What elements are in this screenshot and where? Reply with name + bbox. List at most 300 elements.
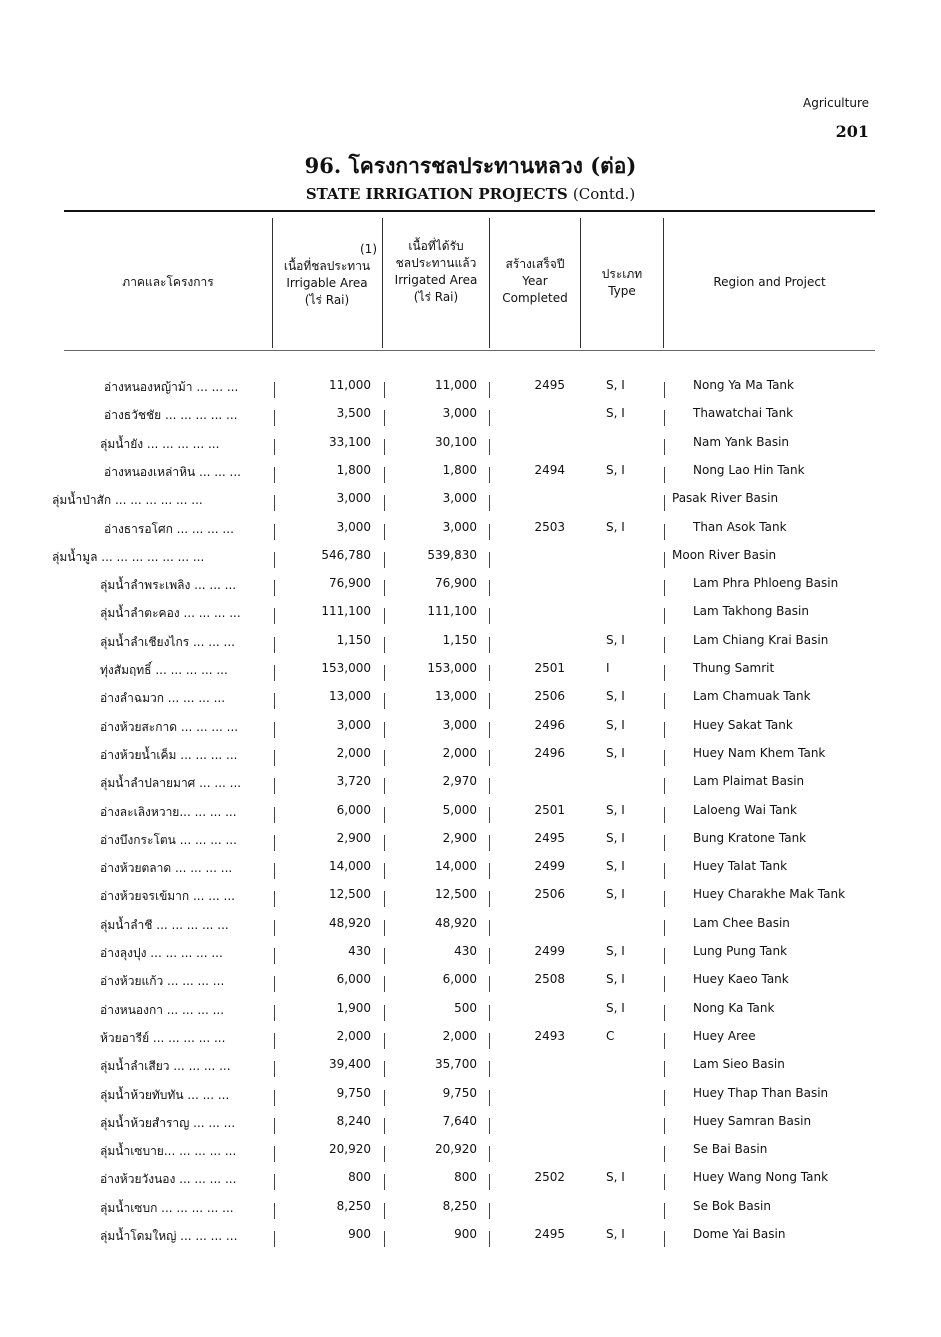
year-completed-value: 2495 xyxy=(534,830,565,845)
irrigated-area-value: 3,000 xyxy=(442,491,477,506)
year-completed-value: 2494 xyxy=(534,462,565,477)
irrigated-area-value: 76,900 xyxy=(435,576,477,591)
column-tick-mark xyxy=(664,1231,665,1247)
table-title-thai-text: โครงการชลประทานหลวง (ต่อ) xyxy=(348,153,637,178)
column-tick-mark xyxy=(274,608,275,624)
project-type-value: S, I xyxy=(606,887,625,902)
table-title-english xyxy=(0,185,941,203)
irrigable-area-value: 2,000 xyxy=(336,1028,371,1043)
column-header-year-th: สร้างเสร็จปี xyxy=(505,257,565,271)
column-tick-mark xyxy=(664,1033,665,1049)
table-row xyxy=(0,887,941,915)
column-tick-mark xyxy=(384,1231,385,1247)
column-tick-mark xyxy=(489,1146,490,1162)
irrigated-area-value: 20,920 xyxy=(435,1142,477,1157)
project-name-thai: อ่างหนองเหล่าหิน ... ... ... xyxy=(104,464,241,479)
project-type-value: S, I xyxy=(606,717,625,732)
column-tick-mark xyxy=(384,863,385,879)
irrigable-area-value: 1,900 xyxy=(336,1000,371,1015)
project-name-english: Lam Plaimat Basin xyxy=(693,774,805,789)
column-tick-mark xyxy=(489,976,490,992)
project-name-thai: อ่างห้วยวังนอง ... ... ... ... xyxy=(100,1172,237,1187)
table-row xyxy=(0,406,941,434)
project-name-thai: ลุ่มน้ำลำเสียว ... ... ... ... xyxy=(100,1059,231,1074)
column-tick-mark xyxy=(274,976,275,992)
irrigable-area-value: 6,000 xyxy=(336,972,371,987)
column-tick-mark xyxy=(274,410,275,426)
column-header-irrigable-en: Irrigable Area xyxy=(286,276,368,290)
irrigable-area-value: 39,400 xyxy=(329,1057,371,1072)
project-name-thai: ห้วยอารีย์ ... ... ... ... ... xyxy=(100,1030,226,1045)
project-name-thai: ลุ่มน้ำยัง ... ... ... ... ... xyxy=(100,436,220,451)
page-section-label: Agriculture xyxy=(803,96,869,110)
project-name-english: Thung Samrit xyxy=(693,661,775,675)
table-row xyxy=(0,491,941,519)
column-tick-mark xyxy=(664,891,665,907)
column-tick-mark xyxy=(274,1146,275,1162)
year-completed-value: 2506 xyxy=(534,689,565,704)
irrigated-area-value: 153,000 xyxy=(427,661,477,675)
column-tick-mark xyxy=(274,1061,275,1077)
column-header-year xyxy=(490,256,580,307)
project-name-english: Lung Pung Tank xyxy=(693,944,788,958)
column-header-thai-name-text: ภาคและโครงการ xyxy=(122,275,214,289)
project-name-thai: ลุ่มน้ำห้วยสำราญ ... ... ... xyxy=(100,1115,236,1130)
column-tick-mark xyxy=(489,467,490,483)
table-row xyxy=(0,689,941,717)
project-name-thai: ลุ่มน้ำลำตะคอง ... ... ... ... xyxy=(100,606,241,621)
column-tick-mark xyxy=(489,750,490,766)
project-name-english: Lam Chamuak Tank xyxy=(693,689,811,704)
project-name-english: Huey Thap Than Basin xyxy=(693,1085,829,1100)
column-tick-mark xyxy=(274,778,275,794)
column-tick-mark xyxy=(274,439,275,455)
column-header-irrigated-en: Irrigated Area xyxy=(394,273,478,287)
column-tick-mark xyxy=(384,807,385,823)
project-name-thai: ลุ่มน้ำเซบาย... ... ... ... ... xyxy=(100,1144,237,1159)
project-type-value: I xyxy=(606,661,610,675)
column-tick-mark xyxy=(384,920,385,936)
column-tick-mark xyxy=(664,1118,665,1134)
column-tick-mark xyxy=(384,891,385,907)
irrigable-area-value: 13,000 xyxy=(329,689,371,704)
project-type-value: S, I xyxy=(606,802,625,817)
irrigated-area-value: 500 xyxy=(454,1000,477,1015)
irrigated-area-value: 9,750 xyxy=(442,1085,477,1100)
column-header-year-en1: Year xyxy=(522,274,548,288)
project-name-thai: ลุ่มน้ำลำชี ... ... ... ... ... xyxy=(100,917,229,932)
project-name-thai: อ่างบึงกระโตน ... ... ... ... xyxy=(100,832,237,847)
column-tick-mark xyxy=(664,920,665,936)
table-row xyxy=(0,604,941,632)
irrigable-area-value: 2,900 xyxy=(336,830,371,845)
column-tick-mark xyxy=(274,382,275,398)
project-name-english: Huey Wang Nong Tank xyxy=(693,1170,829,1185)
column-tick-mark xyxy=(384,778,385,794)
column-tick-mark xyxy=(489,1005,490,1021)
irrigated-area-value: 11,000 xyxy=(435,378,477,392)
column-tick-mark xyxy=(274,467,275,483)
page-number: 201 xyxy=(835,122,869,141)
year-completed-value: 2499 xyxy=(534,859,565,874)
project-type-value: S, I xyxy=(606,944,625,958)
table-number: 96. xyxy=(304,153,342,178)
project-name-english: Pasak River Basin xyxy=(672,491,779,506)
column-header-irrigated-th1: เนื้อที่ได้รับ xyxy=(408,239,464,253)
top-rule xyxy=(64,210,875,212)
column-tick-mark xyxy=(664,410,665,426)
column-tick-mark xyxy=(664,807,665,823)
table-row xyxy=(0,435,941,463)
column-tick-mark xyxy=(384,467,385,483)
irrigable-area-value: 1,150 xyxy=(336,632,371,647)
column-tick-mark xyxy=(274,524,275,540)
column-tick-mark xyxy=(384,1174,385,1190)
table-title-contd: (Contd.) xyxy=(572,185,636,203)
column-tick-mark xyxy=(489,693,490,709)
project-name-english: Huey Samran Basin xyxy=(693,1113,812,1128)
column-tick-mark xyxy=(664,1005,665,1021)
irrigable-area-value: 3,000 xyxy=(336,519,371,534)
project-name-english: Se Bai Basin xyxy=(693,1142,768,1157)
column-tick-mark xyxy=(384,580,385,596)
project-name-english: Laloeng Wai Tank xyxy=(693,802,797,817)
column-header-year-en2: Completed xyxy=(502,291,568,305)
irrigated-area-value: 5,000 xyxy=(442,802,477,817)
column-tick-mark xyxy=(384,665,385,681)
year-completed-value: 2495 xyxy=(534,378,565,392)
project-type-value: S, I xyxy=(606,378,625,392)
irrigable-area-value: 3,500 xyxy=(336,406,371,421)
column-tick-mark xyxy=(664,835,665,851)
column-tick-mark xyxy=(664,439,665,455)
project-name-thai: อ่างละเลิงหวาย... ... ... ... xyxy=(100,804,237,819)
table-row xyxy=(0,661,941,689)
project-name-thai: อ่างห้วยแก้ว ... ... ... ... xyxy=(100,974,225,989)
project-name-thai: อ่างธวัชชัย ... ... ... ... ... xyxy=(104,408,238,423)
project-name-thai: ลุ่มน้ำลำเชียงไกร ... ... ... xyxy=(100,634,235,649)
column-tick-mark xyxy=(384,948,385,964)
year-completed-value: 2502 xyxy=(534,1170,565,1185)
project-name-english: Nong Lao Hin Tank xyxy=(693,462,805,477)
irrigated-area-value: 7,640 xyxy=(442,1113,477,1128)
project-name-english: Moon River Basin xyxy=(672,547,777,562)
column-tick-mark xyxy=(274,665,275,681)
column-tick-mark xyxy=(489,552,490,568)
irrigated-area-value: 3,000 xyxy=(442,717,477,732)
project-name-english: Huey Aree xyxy=(693,1028,756,1043)
footnote-marker: (1) xyxy=(360,242,377,256)
project-type-value: S, I xyxy=(606,1170,625,1185)
column-tick-mark xyxy=(489,1061,490,1077)
project-name-english: Huey Kaeo Tank xyxy=(693,972,789,987)
irrigated-area-value: 30,100 xyxy=(435,434,477,449)
table-row xyxy=(0,944,941,972)
column-header-irrigated-unit: (ไร่ Rai) xyxy=(413,290,459,304)
irrigated-area-value: 14,000 xyxy=(435,859,477,874)
irrigated-area-value: 35,700 xyxy=(435,1057,477,1072)
project-name-english: Lam Chiang Krai Basin xyxy=(693,632,829,647)
column-tick-mark xyxy=(274,1118,275,1134)
year-completed-value: 2503 xyxy=(534,519,565,534)
column-tick-mark xyxy=(384,1090,385,1106)
project-type-value: S, I xyxy=(606,462,625,477)
irrigable-area-value: 3,000 xyxy=(336,717,371,732)
column-tick-mark xyxy=(489,495,490,511)
irrigable-area-value: 3,720 xyxy=(336,774,371,789)
column-tick-mark xyxy=(274,495,275,511)
column-tick-mark xyxy=(274,580,275,596)
column-tick-mark xyxy=(274,1033,275,1049)
column-tick-mark xyxy=(274,750,275,766)
project-type-value: S, I xyxy=(606,745,625,760)
column-tick-mark xyxy=(384,693,385,709)
project-type-value: S, I xyxy=(606,859,625,874)
table-row xyxy=(0,1029,941,1057)
project-type-value: S, I xyxy=(606,972,625,987)
table-row xyxy=(0,463,941,491)
irrigable-area-value: 76,900 xyxy=(329,576,371,591)
irrigable-area-value: 20,920 xyxy=(329,1142,371,1157)
column-tick-mark xyxy=(384,1005,385,1021)
project-name-thai: อ่างห้วยตลาด ... ... ... ... xyxy=(100,861,233,876)
irrigable-area-value: 2,000 xyxy=(336,745,371,760)
table-row xyxy=(0,1199,941,1227)
table-row xyxy=(0,746,941,774)
irrigable-area-value: 11,000 xyxy=(329,378,371,392)
irrigable-area-value: 900 xyxy=(348,1227,371,1241)
year-completed-value: 2501 xyxy=(534,661,565,675)
column-tick-mark xyxy=(274,891,275,907)
table-row xyxy=(0,1086,941,1114)
irrigable-area-value: 430 xyxy=(348,944,371,958)
column-tick-mark xyxy=(489,863,490,879)
column-header-irrigated xyxy=(383,238,489,306)
column-header-irrigable-unit: (ไร่ Rai) xyxy=(304,293,350,307)
project-name-english: Huey Nam Khem Tank xyxy=(693,745,826,760)
irrigated-area-value: 430 xyxy=(454,944,477,958)
irrigable-area-value: 9,750 xyxy=(336,1085,371,1100)
column-tick-mark xyxy=(489,807,490,823)
irrigated-area-value: 800 xyxy=(454,1170,477,1185)
year-completed-value: 2499 xyxy=(534,944,565,958)
column-tick-mark xyxy=(664,863,665,879)
project-type-value: S, I xyxy=(606,689,625,704)
irrigated-area-value: 1,800 xyxy=(442,462,477,477)
column-tick-mark xyxy=(384,637,385,653)
column-tick-mark xyxy=(274,1090,275,1106)
irrigated-area-value: 8,250 xyxy=(442,1198,477,1213)
column-tick-mark xyxy=(384,750,385,766)
column-tick-mark xyxy=(384,722,385,738)
table-row xyxy=(0,972,941,1000)
column-tick-mark xyxy=(664,750,665,766)
table-title-thai xyxy=(0,150,941,183)
table-row xyxy=(0,831,941,859)
project-name-english: Lam Phra Phloeng Basin xyxy=(693,576,839,591)
column-tick-mark xyxy=(664,552,665,568)
column-tick-mark xyxy=(274,1203,275,1219)
irrigated-area-value: 900 xyxy=(454,1227,477,1241)
table-row xyxy=(0,1001,941,1029)
irrigated-area-value: 3,000 xyxy=(442,406,477,421)
project-name-thai: ลุ่มน้ำเซบก ... ... ... ... ... xyxy=(100,1200,234,1215)
irrigated-area-value: 48,920 xyxy=(435,915,477,930)
column-tick-mark xyxy=(489,1090,490,1106)
column-tick-mark xyxy=(664,467,665,483)
column-header-region-en: Region and Project xyxy=(713,275,826,289)
irrigable-area-value: 800 xyxy=(348,1170,371,1185)
table-row xyxy=(0,520,941,548)
column-tick-mark xyxy=(664,1146,665,1162)
column-tick-mark xyxy=(489,1033,490,1049)
irrigable-area-value: 3,000 xyxy=(336,491,371,506)
column-tick-mark xyxy=(489,382,490,398)
column-tick-mark xyxy=(274,835,275,851)
irrigated-area-value: 2,000 xyxy=(442,745,477,760)
project-name-thai: ทุ่งสัมฤทธิ์ ... ... ... ... ... xyxy=(100,663,228,677)
column-header-thai-name xyxy=(64,274,272,291)
year-completed-value: 2495 xyxy=(534,1227,565,1241)
project-type-value: S, I xyxy=(606,632,625,647)
year-completed-value: 2493 xyxy=(534,1028,565,1043)
column-header-type-th: ประเภท xyxy=(601,267,643,281)
irrigable-area-value: 48,920 xyxy=(329,915,371,930)
project-name-english: Se Bok Basin xyxy=(693,1198,771,1213)
project-name-thai: ลุ่มน้ำโดมใหญ่ ... ... ... ... xyxy=(100,1229,238,1243)
column-tick-mark xyxy=(489,665,490,681)
project-name-english: Nong Ka Tank xyxy=(693,1000,775,1015)
column-tick-mark xyxy=(274,863,275,879)
column-tick-mark xyxy=(664,778,665,794)
column-tick-mark xyxy=(664,1203,665,1219)
project-name-english: Huey Sakat Tank xyxy=(693,717,793,732)
column-tick-mark xyxy=(664,722,665,738)
table-row xyxy=(0,1170,941,1198)
table-row xyxy=(0,378,941,406)
project-type-value: S, I xyxy=(606,1000,625,1015)
irrigated-area-value: 12,500 xyxy=(435,887,477,902)
column-tick-mark xyxy=(274,1005,275,1021)
column-tick-mark xyxy=(384,410,385,426)
project-name-english: Huey Talat Tank xyxy=(693,859,788,874)
project-name-english: Lam Takhong Basin xyxy=(693,604,809,619)
project-type-value: S, I xyxy=(606,406,625,421)
irrigable-area-value: 1,800 xyxy=(336,462,371,477)
column-tick-mark xyxy=(489,1231,490,1247)
column-tick-mark xyxy=(664,637,665,653)
irrigated-area-value: 2,000 xyxy=(442,1028,477,1043)
year-completed-value: 2506 xyxy=(534,887,565,902)
column-tick-mark xyxy=(274,1174,275,1190)
project-name-thai: ลุ่มน้ำห้วยทับทัน ... ... ... xyxy=(100,1087,230,1102)
column-tick-mark xyxy=(274,722,275,738)
header-rule xyxy=(64,350,875,351)
irrigated-area-value: 539,830 xyxy=(427,547,477,562)
project-name-thai: อ่างธารอโศก ... ... ... ... xyxy=(104,521,234,536)
column-header-irrigable xyxy=(273,241,381,309)
irrigated-area-value: 3,000 xyxy=(442,519,477,534)
column-tick-mark xyxy=(489,637,490,653)
table-row xyxy=(0,1227,941,1255)
column-header-irrigated-th2: ชลประทานแล้ว xyxy=(395,256,477,270)
project-name-thai: ลุ่มน้ำลำปลายมาศ ... ... ... xyxy=(100,776,242,791)
column-tick-mark xyxy=(489,891,490,907)
column-tick-mark xyxy=(664,524,665,540)
project-name-english: Lam Sieo Basin xyxy=(693,1057,785,1072)
column-tick-mark xyxy=(274,948,275,964)
column-tick-mark xyxy=(489,1174,490,1190)
column-tick-mark xyxy=(664,608,665,624)
project-name-thai: อ่างลำฉมวก ... ... ... ... xyxy=(100,691,226,706)
year-completed-value: 2508 xyxy=(534,972,565,987)
table-row xyxy=(0,1057,941,1085)
column-tick-mark xyxy=(384,835,385,851)
column-tick-mark xyxy=(274,1231,275,1247)
column-tick-mark xyxy=(664,1061,665,1077)
column-tick-mark xyxy=(384,524,385,540)
table-row xyxy=(0,916,941,944)
column-tick-mark xyxy=(274,920,275,936)
column-tick-mark xyxy=(384,1033,385,1049)
column-tick-mark xyxy=(489,439,490,455)
column-tick-mark xyxy=(489,778,490,794)
table-row xyxy=(0,859,941,887)
table-row xyxy=(0,718,941,746)
irrigable-area-value: 8,240 xyxy=(336,1113,371,1128)
project-name-thai: อ่างหนองกา ... ... ... ... xyxy=(100,1002,225,1017)
irrigable-area-value: 546,780 xyxy=(321,547,371,562)
table-title-english-text: STATE IRRIGATION PROJECTS xyxy=(305,185,568,203)
table-row xyxy=(0,633,941,661)
irrigable-area-value: 6,000 xyxy=(336,802,371,817)
column-tick-mark xyxy=(489,524,490,540)
column-tick-mark xyxy=(489,1203,490,1219)
column-tick-mark xyxy=(664,976,665,992)
project-name-thai: อ่างห้วยน้ำเค็ม ... ... ... ... xyxy=(100,747,238,762)
column-tick-mark xyxy=(384,1118,385,1134)
project-name-english: Bung Kratone Tank xyxy=(693,830,807,845)
irrigated-area-value: 1,150 xyxy=(442,632,477,647)
column-tick-mark xyxy=(384,976,385,992)
irrigated-area-value: 2,970 xyxy=(442,774,477,789)
column-tick-mark xyxy=(489,722,490,738)
project-name-thai: อ่างหนองหญ้าม้า ... ... ... xyxy=(104,380,239,394)
column-tick-mark xyxy=(664,382,665,398)
column-tick-mark xyxy=(274,693,275,709)
column-header-irrigable-th: เนื้อที่ชลประทาน xyxy=(283,259,371,273)
project-name-english: Huey Charakhe Mak Tank xyxy=(693,887,846,902)
project-name-english: Than Asok Tank xyxy=(693,519,787,534)
project-name-thai: ลุ่มน้ำมูล ... ... ... ... ... ... ... xyxy=(52,549,205,564)
column-tick-mark xyxy=(664,495,665,511)
project-name-thai: อ่างลุงปุง ... ... ... ... ... xyxy=(100,946,223,960)
column-tick-mark xyxy=(664,580,665,596)
irrigable-area-value: 111,100 xyxy=(321,604,371,619)
column-tick-mark xyxy=(384,1146,385,1162)
column-tick-mark xyxy=(489,410,490,426)
column-tick-mark xyxy=(664,1090,665,1106)
column-tick-mark xyxy=(384,382,385,398)
project-type-value: S, I xyxy=(606,1227,625,1241)
column-tick-mark xyxy=(274,637,275,653)
year-completed-value: 2501 xyxy=(534,802,565,817)
table-row xyxy=(0,1114,941,1142)
irrigated-area-value: 111,100 xyxy=(427,604,477,619)
column-tick-mark xyxy=(384,1203,385,1219)
project-type-value: S, I xyxy=(606,830,625,845)
project-name-english: Nam Yank Basin xyxy=(693,434,790,449)
